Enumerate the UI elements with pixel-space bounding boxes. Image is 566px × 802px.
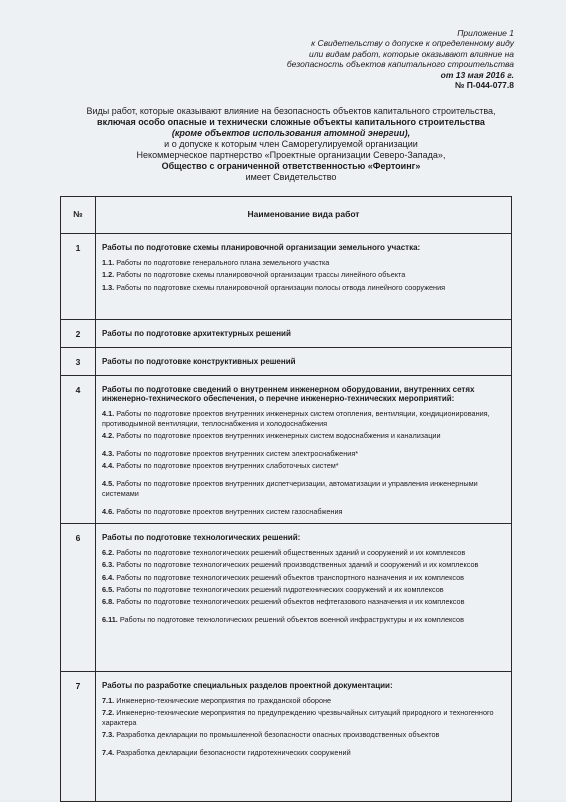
item-text: Работы по подготовке проектов внутренних систем газоснабжения (116, 506, 343, 516)
item-text: Работы по подготовке технологических решений гидротехнических сооружений и их комплексов (116, 584, 444, 594)
table-header-row (61, 197, 512, 234)
item-text: Работы по подготовке схемы планировочной организации трассы линейного объекта (116, 270, 406, 280)
table-row (61, 320, 512, 348)
section-title: Работы по подготовке сведений о внутреннем инженерном оборудовании, внутренних сетях инженерно-технического обеспечения, о перечне инженерно-технических мероприятий: (102, 385, 475, 404)
item-code: 7.1. (102, 696, 115, 706)
item-code: 7.3. (102, 729, 115, 739)
list-item (102, 479, 507, 497)
item-text: Инженерно-технические мероприятия по гражданской обороне (116, 696, 332, 706)
row-number: 6 (61, 524, 96, 672)
item-code: 4.3. (102, 449, 115, 459)
list-item (102, 573, 507, 582)
item-text: Работы по подготовке схемы планировочной организации полосы отвода линейного сооружения (116, 282, 446, 292)
table-row (61, 672, 512, 802)
company-name: Общество с ограниченной ответственностью «Фертоинг» (161, 161, 421, 171)
item-code: 1.2. (102, 270, 115, 280)
list-item (102, 730, 507, 739)
item-text: Работы по подготовке технологических решений производственных зданий и сооружений и их комплексов (116, 560, 479, 570)
table-row (61, 376, 512, 524)
list-item (102, 708, 507, 726)
list-item (102, 270, 507, 279)
item-code: 1.3. (102, 282, 115, 292)
appendix-line: безопасность объектов капитального строительства (286, 59, 514, 70)
row-number: 2 (61, 320, 96, 348)
works-table (60, 196, 512, 802)
item-code: 4.1. (102, 409, 115, 419)
item-code: 4.2. (102, 430, 115, 440)
list-item (102, 748, 507, 757)
table-body (61, 234, 512, 802)
item-code: 7.2. (102, 708, 115, 718)
item-code: 4.4. (102, 461, 115, 471)
item-text: Работы по подготовке генерального плана земельного участка (116, 258, 330, 268)
table-row (61, 234, 512, 320)
item-code: 6.8. (102, 597, 115, 607)
header-line: и о допуске к которым член Саморегулируемой организации (164, 139, 418, 149)
item-code: 1.1. (102, 258, 115, 268)
list-item (102, 548, 507, 557)
column-header-name: Наименование вида работ (96, 197, 512, 234)
item-text: Работы по подготовке проектов внутренних инженерных систем водоснабжения и канализации (116, 430, 441, 440)
list-item (102, 461, 507, 470)
table-row (61, 524, 512, 672)
list-item (102, 696, 507, 705)
row-number: 1 (61, 234, 96, 320)
item-text: Работы по подготовке проектов внутренних слаботочных систем* (116, 461, 339, 471)
section-title: Работы по подготовке технологических решений: (102, 533, 301, 543)
header-line: Виды работ, которые оказывают влияние на безопасность объектов капитального строительства, (86, 106, 496, 116)
list-item (102, 507, 507, 516)
row-number: 3 (61, 348, 96, 376)
row-content (96, 524, 512, 672)
certificate-number: № П-044-077.8 (454, 80, 514, 91)
item-code: 6.4. (102, 572, 115, 582)
row-content (96, 320, 512, 348)
item-code: 6.2. (102, 548, 115, 558)
header-line: Некоммерческое партнерство «Проектные организации Северо-Запада», (136, 150, 446, 160)
item-text: Разработка декларации безопасности гидротехнических сооружений (116, 748, 351, 758)
header-line: (кроме объектов использования атомной энергии), (171, 128, 411, 138)
appendix-block (254, 28, 514, 90)
item-text: Разработка декларации по промышленной безопасности опасных производственных объектов (116, 729, 440, 739)
item-text: Работы по подготовке проектов внутренних инженерных систем отопления, вентиляции, кондиционирования, противодымной вентиляции, теплоснабжения и холодоснабжения (102, 409, 490, 428)
section-title: Работы по разработке специальных разделов проектной документации: (102, 681, 393, 691)
list-item (102, 258, 507, 267)
list-item (102, 560, 507, 569)
row-content (96, 234, 512, 320)
list-item (102, 409, 507, 427)
item-text: Работы по подготовке проектов внутренних систем электроснабжения* (116, 449, 359, 459)
item-code: 6.3. (102, 560, 115, 570)
item-code: 6.11. (102, 615, 118, 625)
item-text: Работы по подготовке технологических решений объектов военной инфраструктуры и их комплексов (119, 615, 464, 625)
row-content (96, 376, 512, 524)
appendix-title: Приложение 1 (457, 28, 514, 38)
section-title: Работы по подготовке архитектурных решений (102, 329, 291, 338)
item-code: 4.6. (102, 506, 115, 516)
list-item (102, 283, 507, 292)
appendix-line: или видам работ, которые оказывают влияние на (309, 48, 514, 59)
document-header (56, 106, 526, 183)
item-text: Инженерно-технические мероприятия по предупреждению чрезвычайных ситуаций природного и техногенного характера (102, 708, 494, 727)
item-text: Работы по подготовке проектов внутренних диспетчеризации, автоматизации и управления инженерными системами (102, 479, 478, 498)
list-item (102, 585, 507, 594)
section-title: Работы по подготовке схемы планировочной организации земельного участка: (102, 243, 421, 252)
list-item (102, 597, 507, 606)
item-text: Работы по подготовке технологических решений общественных зданий и сооружений и их комплексов (116, 548, 466, 558)
column-header-number: № (61, 197, 96, 234)
header-line: имеет Свидетельство (245, 172, 337, 182)
row-content (96, 348, 512, 376)
section-title: Работы по подготовке конструктивных решений (102, 357, 296, 366)
row-number: 7 (61, 672, 96, 802)
header-line: включая особо опасные и технически сложные объекты капитального строительства (97, 117, 485, 127)
item-code: 4.5. (102, 479, 115, 489)
item-text: Работы по подготовке технологических решений объектов нефтегазового назначения и их комплексов (116, 597, 465, 607)
row-number: 4 (61, 376, 96, 524)
item-code: 6.5. (102, 584, 115, 594)
list-item (102, 449, 507, 458)
table-row (61, 348, 512, 376)
list-item (102, 615, 507, 624)
item-code: 7.4. (102, 748, 115, 758)
list-item (102, 431, 507, 440)
appendix-date: от 13 мая 2016 г. (440, 69, 514, 80)
row-content (96, 672, 512, 802)
appendix-line: к Свидетельству о допуске к определенному виду (311, 38, 514, 49)
item-text: Работы по подготовке технологических решений объектов транспортного назначения и их комплексов (116, 572, 465, 582)
